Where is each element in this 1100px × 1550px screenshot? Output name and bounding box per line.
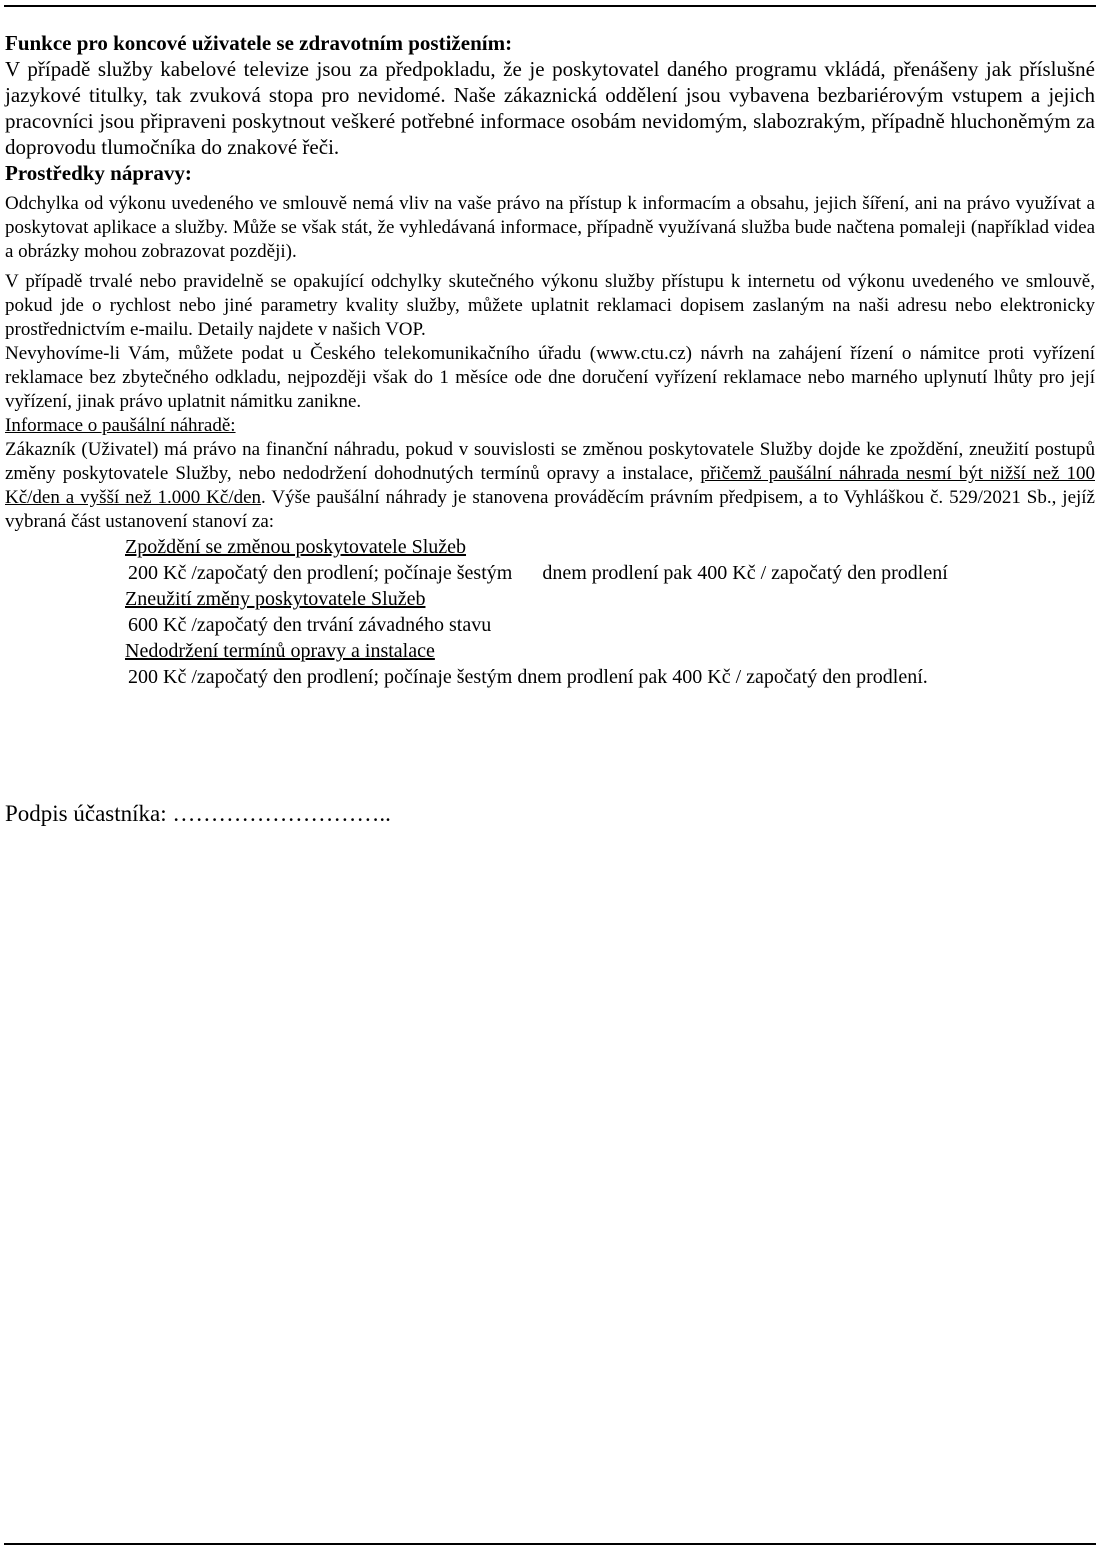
item-repair-amount: 200 Kč /započatý den prodlení; počínaje šestým dnem prodlení pak 400 Kč / započatý den prodlení.	[128, 666, 928, 688]
compensation-items	[125, 534, 1095, 690]
accessibility-text: V případě služby kabelové televize jsou za předpokladu, že je poskytovatel daného programu vkládá, přenášeny jak příslušné jazykové titulky, tak zvuková stopa pro nevidomé. Naše zákaznická oddělení jsou vybavena bezbariérovým vstupem a jejich pracovníci jsou připraveni poskytnout veškeré potřebné informace osobám nevidomým, slabozrakým, případně hluchoněmým za doprovodu tlumočníka do znakové řeči.	[5, 57, 1100, 159]
remedies-section	[5, 160, 1095, 414]
top-rule	[4, 5, 1096, 7]
item-repair-title: Nedodržení termínů opravy a instalace	[125, 640, 435, 662]
remedies-paragraph-1: Odchylka od výkonu uvedeného ve smlouvě nemá vliv na vaše právo na přístup k informacím a obsahu, jejich šíření, ani na právo využívat a poskytovat aplikace a služby. Může se však stát, že vyhledávaná informace, případně využívaná služba bude načtena pomaleji (například videa a obrázky mohou zobrazovat později).	[5, 193, 1095, 262]
remedies-paragraph-2: V případě trvalé nebo pravidelně se opakující odchylky skutečného výkonu služby přístupu k internetu od výkonu uvedeného ve smlouvě, pokud jde o rychlost nebo jiné parametry kvality služby, můžete uplatnit reklamaci dopisem zaslaným na naši adresu nebo elektronicky prostřednictvím e-mailu. Detaily najdete v našich VOP.	[5, 271, 1095, 340]
compensation-text-after: . Výše paušální náhrady je stanovena prováděcím právním předpisem, a to Vyhláškou č. 529/2021 Sb., jejíž vybraná část ustanovení stanoví za:	[5, 487, 1095, 532]
item-delay-title: Zpoždění se změnou poskytovatele Služeb	[125, 536, 467, 558]
compensation-section	[5, 414, 1095, 690]
compensation-text-before: Zákazník (Uživatel) má právo na finanční náhradu, pokud v souvislosti se změnou poskytovatele Služby dojde ke zpoždění, zneužití postupů změny poskytovatele Služby, nebo nedodržení dohodnutých termínů opravy a instalace,	[5, 439, 1095, 484]
accessibility-heading: Funkce pro koncové uživatele se zdravotním postižením:	[5, 31, 513, 55]
compensation-heading: Informace o paušální náhradě:	[5, 415, 236, 436]
document-body	[5, 30, 1100, 690]
item-delay-amount: 200 Kč /započatý den prodlení; počínaje šestým dnem prodlení pak 400 Kč / započatý den prodlení	[128, 562, 948, 584]
accessibility-section	[5, 30, 1100, 160]
item-abuse-title: Zneužití změny poskytovatele Služeb	[125, 588, 426, 610]
remedies-heading: Prostředky nápravy:	[5, 161, 192, 185]
remedies-paragraph-3: Nevyhovíme-li Vám, můžete podat u Českého telekomunikačního úřadu (www.ctu.cz) návrh na zahájení řízení o námitce proti vyřízení reklamace bez zbytečného odkladu, nejpozději však do 1 měsíce ode dne doručení vyřízení reklamace nebo marného uplynutí lhůty pro její vyřízení, jinak právo uplatnit námitku zanikne.	[5, 343, 1095, 412]
item-abuse-amount: 600 Kč /započatý den trvání závadného stavu	[128, 614, 492, 636]
bottom-rule	[4, 1543, 1096, 1545]
compensation-limit-underlined: přičemž paušální náhrada nesmí být nižší než 100 Kč/den a vyšší než 1.000 Kč/den	[5, 463, 1095, 508]
compensation-text	[5, 438, 1095, 534]
signature-line: Podpis účastníka: ………………………..	[5, 801, 391, 826]
